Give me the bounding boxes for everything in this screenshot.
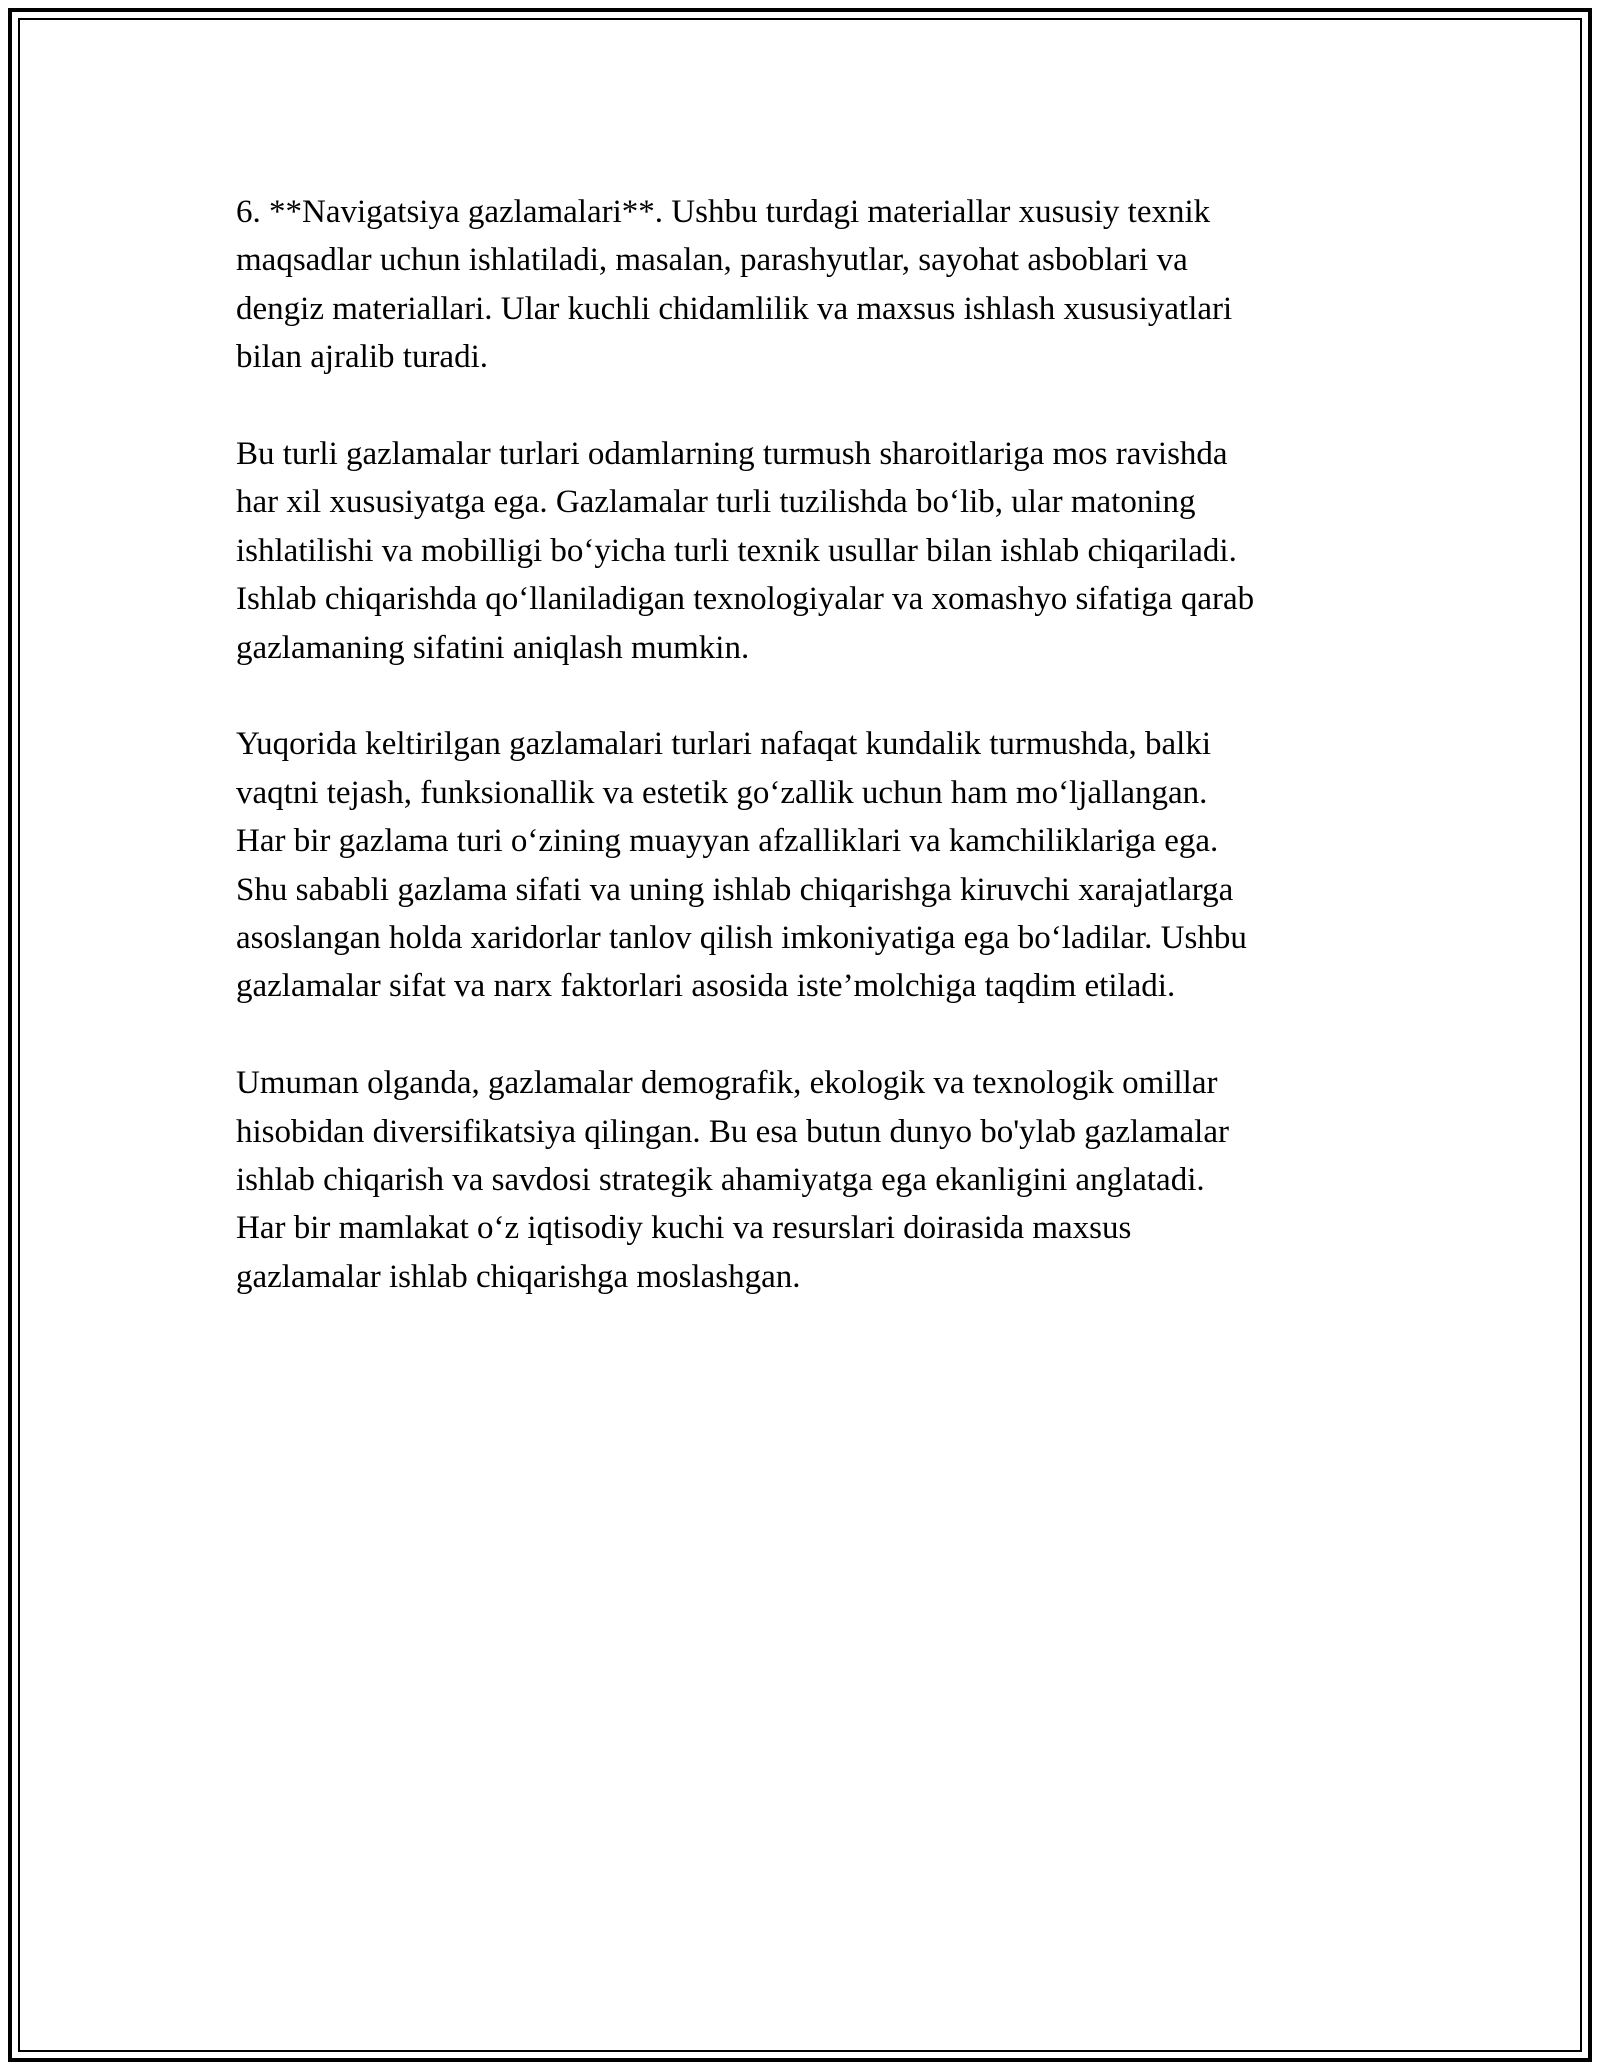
text-line: Har bir gazlama turi o‘zining muayyan afzalliklari va kamchiliklariga ega. xyxy=(236,823,1219,860)
paragraph-gazlamalar-turlari xyxy=(236,430,1386,672)
text-line: maqsadlar uchun ishlatiladi, masalan, parashyutlar, sayohat asboblari va xyxy=(236,242,1188,279)
text-line: Umuman olganda, gazlamalar demografik, ekologik va texnologik omillar xyxy=(236,1065,1218,1102)
text-line: dengiz materiallari. Ular kuchli chidamlilik va maxsus ishlash xususiyatlari xyxy=(236,290,1233,327)
text-line: Ishlab chiqarishda qo‘llaniladigan texnologiyalar va xomashyo sifatiga qarab xyxy=(236,581,1255,618)
text-line: Bu turli gazlamalar turlari odamlarning turmush sharoitlariga mos ravishda xyxy=(236,436,1228,473)
text-line: vaqtni tejash, funksionallik va estetik go‘zallik uchun ham mo‘ljallangan. xyxy=(236,774,1208,811)
paragraph-yuqorida-keltirilgan xyxy=(236,720,1386,1010)
text-line: har xil xususiyatga ega. Gazlamalar turli tuzilishda bo‘lib, ular matoning xyxy=(236,484,1196,521)
text-line: ishlatilishi va mobilligi bo‘yicha turli texnik usullar bilan ishlab chiqariladi. xyxy=(236,532,1237,569)
text-line: asoslangan holda xaridorlar tanlov qilish imkoniyatiga ega bo‘ladilar. Ushbu xyxy=(236,920,1247,957)
text-line: Shu sababli gazlama sifati va uning ishlab chiqarishga kiruvchi xarajatlarga xyxy=(236,871,1234,908)
paragraph-navigatsiya-gazlamalari xyxy=(236,188,1386,382)
paragraph-umuman-olganda xyxy=(236,1059,1386,1301)
text-line: gazlamalar sifat va narx faktorlari asosida iste’molchiga taqdim etiladi. xyxy=(236,968,1176,1005)
text-line: gazlamaning sifatini aniqlash mumkin. xyxy=(236,629,750,666)
text-line: Har bir mamlakat o‘z iqtisodiy kuchi va resurslari doirasida maxsus xyxy=(236,1210,1132,1247)
text-line: Yuqorida keltirilgan gazlamalari turlari nafaqat kundalik turmushda, balki xyxy=(236,726,1212,763)
text-line: bilan ajralib turadi. xyxy=(236,339,488,376)
text-line: gazlamalar ishlab chiqarishga moslashgan. xyxy=(236,1258,801,1295)
text-line: ishlab chiqarish va savdosi strategik ahamiyatga ega ekanligini anglatadi. xyxy=(236,1162,1205,1199)
document-body xyxy=(236,188,1386,1350)
text-line: 6. **Navigatsiya gazlamalari**. Ushbu turdagi materiallar xususiy texnik xyxy=(236,194,1211,230)
text-line: hisobidan diversifikatsiya qilingan. Bu esa butun dunyo bo'ylab gazlamalar xyxy=(236,1113,1229,1150)
